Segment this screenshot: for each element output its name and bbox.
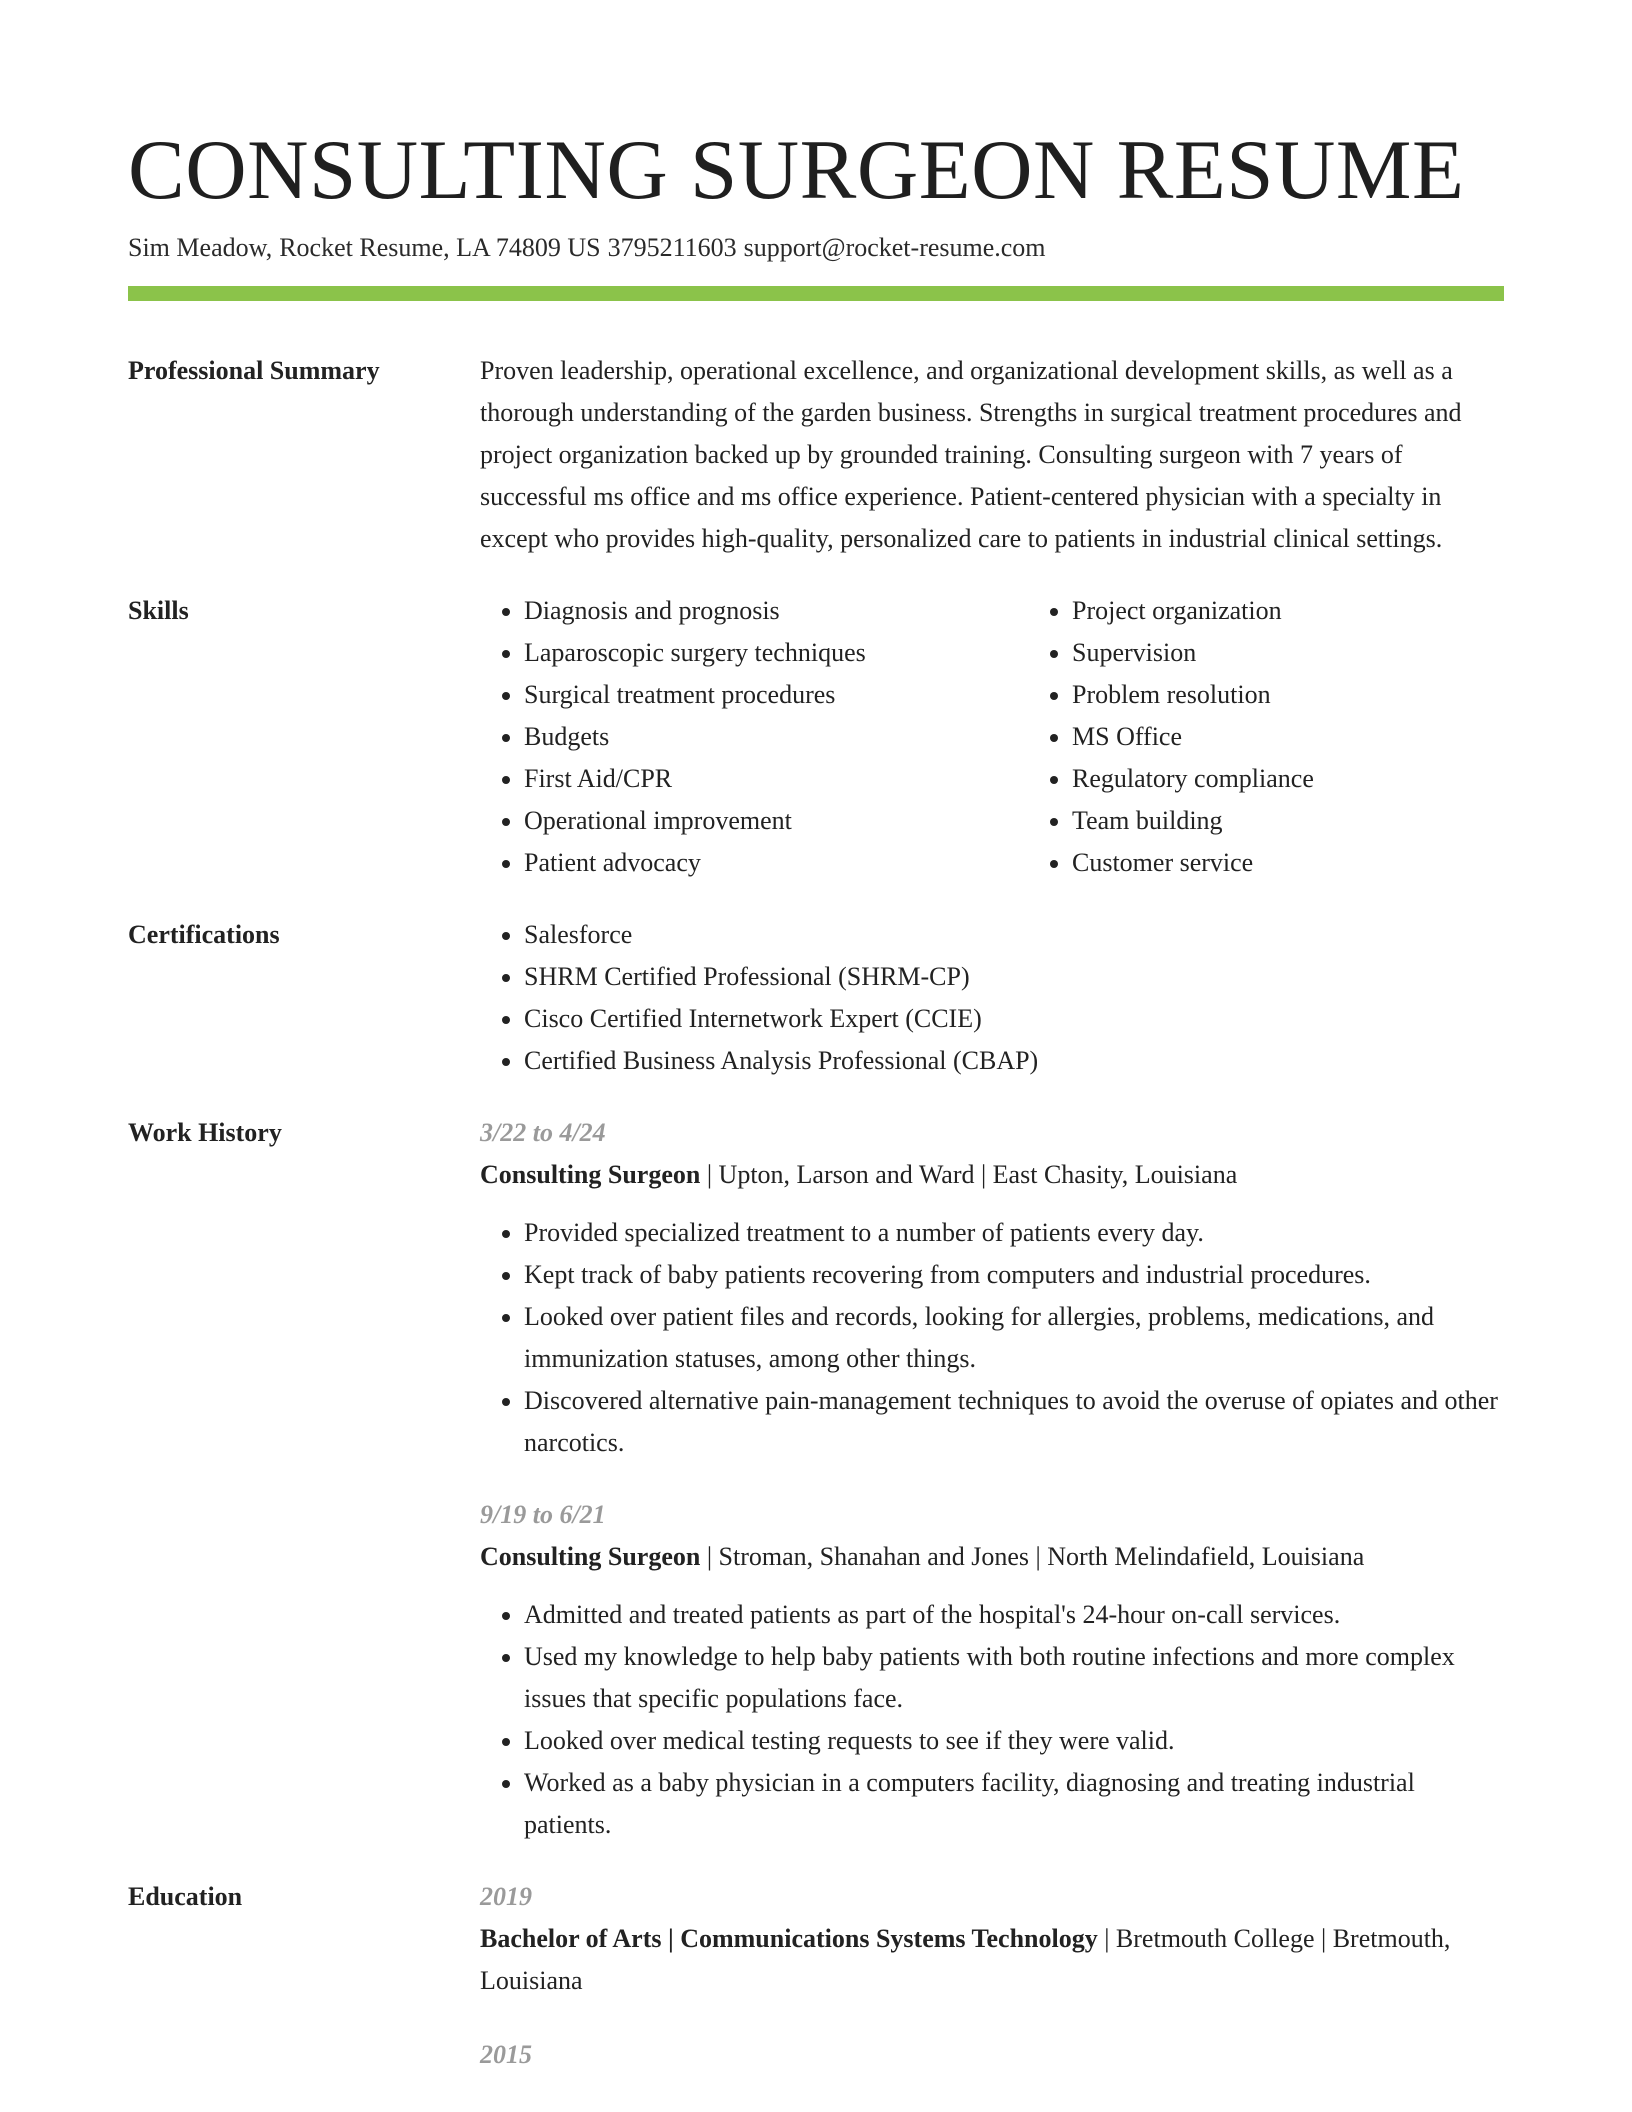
certifications-body xyxy=(480,914,1504,1082)
job-employer: | Stroman, Shanahan and Jones | North Melindafield, Louisiana xyxy=(700,1542,1365,1571)
education-school: | Bretmouth College | Bretmouth, Louisiana xyxy=(480,1924,1451,1995)
header-divider xyxy=(128,286,1504,301)
skill-item: • Project organization xyxy=(1072,590,1592,632)
job-bullet: • Looked over patient files and records, looking for allergies, problems, medications, and immunization statuses, among other things. xyxy=(524,1296,1504,1380)
section-heading: Professional Summary xyxy=(128,356,380,385)
education-year: 2019 xyxy=(480,1882,532,1911)
section-heading: Work History xyxy=(128,1118,282,1147)
job-header xyxy=(480,1536,1504,1578)
certification-item: • Certified Business Analysis Professional (CBAP) xyxy=(524,1040,1504,1082)
education-details xyxy=(480,1918,1504,2002)
job-bullet: • Kept track of baby patients recovering from computers and industrial procedures. xyxy=(524,1254,1504,1296)
contact-address: Rocket Resume, LA 74809 US xyxy=(279,233,601,262)
work-history-body xyxy=(480,1112,1504,1846)
summary-body xyxy=(480,350,1504,560)
skills-list-left xyxy=(480,590,1028,884)
resume-sections xyxy=(128,350,1504,2106)
job-employer: | Upton, Larson and Ward | East Chasity, Louisiana xyxy=(700,1160,1238,1189)
resume-title: CONSULTING SURGEON RESUME xyxy=(128,123,1465,217)
section-heading: Education xyxy=(128,1882,243,1911)
job-entry xyxy=(480,1494,1504,1846)
job-bullet: • Worked as a baby physician in a computers facility, diagnosing and treating industrial patients. xyxy=(524,1762,1504,1846)
job-bullets xyxy=(480,1594,1504,1846)
certifications-section xyxy=(128,914,1504,1082)
education-entry xyxy=(480,2034,1504,2076)
job-bullet: • Admitted and treated patients as part of the hospital's 24-hour on-call services. xyxy=(524,1594,1504,1636)
skills-grid xyxy=(480,590,1592,884)
job-bullet: • Provided specialized treatment to a number of patients every day. xyxy=(524,1212,1504,1254)
skill-item: • Laparoscopic surgery techniques xyxy=(524,632,1028,674)
summary-text: Proven leadership, operational excellence, and organizational development skills, as well as a thorough understanding of the garden business. Strengths in surgical treatment procedures and project organization backed up by grounded training. Consulting surgeon with 7 years of successful ms office and ms office experience. Patient-centered physician with a specialty in except who provides high-quality, personalized care to patients in industrial clinical settings. xyxy=(480,356,1462,553)
job-dates: 9/19 to 6/21 xyxy=(480,1500,606,1529)
education-year: 2015 xyxy=(480,2040,532,2069)
education-body xyxy=(480,1876,1504,2076)
skill-item: • Problem resolution xyxy=(1072,674,1592,716)
section-heading: Certifications xyxy=(128,920,280,949)
contact-line xyxy=(128,230,1046,266)
section-heading: Skills xyxy=(128,596,189,625)
education-entry xyxy=(480,1876,1504,2002)
skills-section xyxy=(128,590,1504,884)
certifications-list xyxy=(480,914,1504,1082)
skill-item: • Diagnosis and prognosis xyxy=(524,590,1028,632)
job-entry xyxy=(480,1112,1504,1464)
skill-item: • Customer service xyxy=(1072,842,1592,884)
skill-item: • Patient advocacy xyxy=(524,842,1028,884)
job-bullet: • Used my knowledge to help baby patients with both routine infections and more complex issues that specific populations face. xyxy=(524,1636,1504,1720)
work-history-section xyxy=(128,1112,1504,1846)
contact-name: Sim Meadow, xyxy=(128,233,273,262)
job-title: Consulting Surgeon xyxy=(480,1542,701,1571)
summary-section xyxy=(128,350,1504,560)
education-section xyxy=(128,1876,1504,2076)
certification-item: • SHRM Certified Professional (SHRM-CP) xyxy=(524,956,1504,998)
job-dates: 3/22 to 4/24 xyxy=(480,1118,606,1147)
skill-item: • Regulatory compliance xyxy=(1072,758,1592,800)
skill-item: • Supervision xyxy=(1072,632,1592,674)
certification-item: • Cisco Certified Internetwork Expert (CCIE) xyxy=(524,998,1504,1040)
job-bullet: • Looked over medical testing requests to see if they were valid. xyxy=(524,1720,1504,1762)
skill-item: • Operational improvement xyxy=(524,800,1028,842)
skills-body xyxy=(480,590,1592,884)
skill-item: • First Aid/CPR xyxy=(524,758,1028,800)
job-title: Consulting Surgeon xyxy=(480,1160,701,1189)
job-bullet: • Discovered alternative pain-management techniques to avoid the overuse of opiates and other narcotics. xyxy=(524,1380,1504,1464)
skill-item: • Budgets xyxy=(524,716,1028,758)
skill-item: • Surgical treatment procedures xyxy=(524,674,1028,716)
contact-phone: 3795211603 xyxy=(607,233,737,262)
skill-item: • Team building xyxy=(1072,800,1592,842)
certification-item: • Salesforce xyxy=(524,914,1504,956)
education-degree: Bachelor of Arts | Communications Systems Technology xyxy=(480,1924,1098,1953)
job-bullets xyxy=(480,1212,1504,1464)
job-header xyxy=(480,1154,1504,1196)
contact-email: support@rocket-resume.com xyxy=(743,233,1046,262)
skill-item: • MS Office xyxy=(1072,716,1592,758)
skills-list-right xyxy=(1028,590,1592,884)
